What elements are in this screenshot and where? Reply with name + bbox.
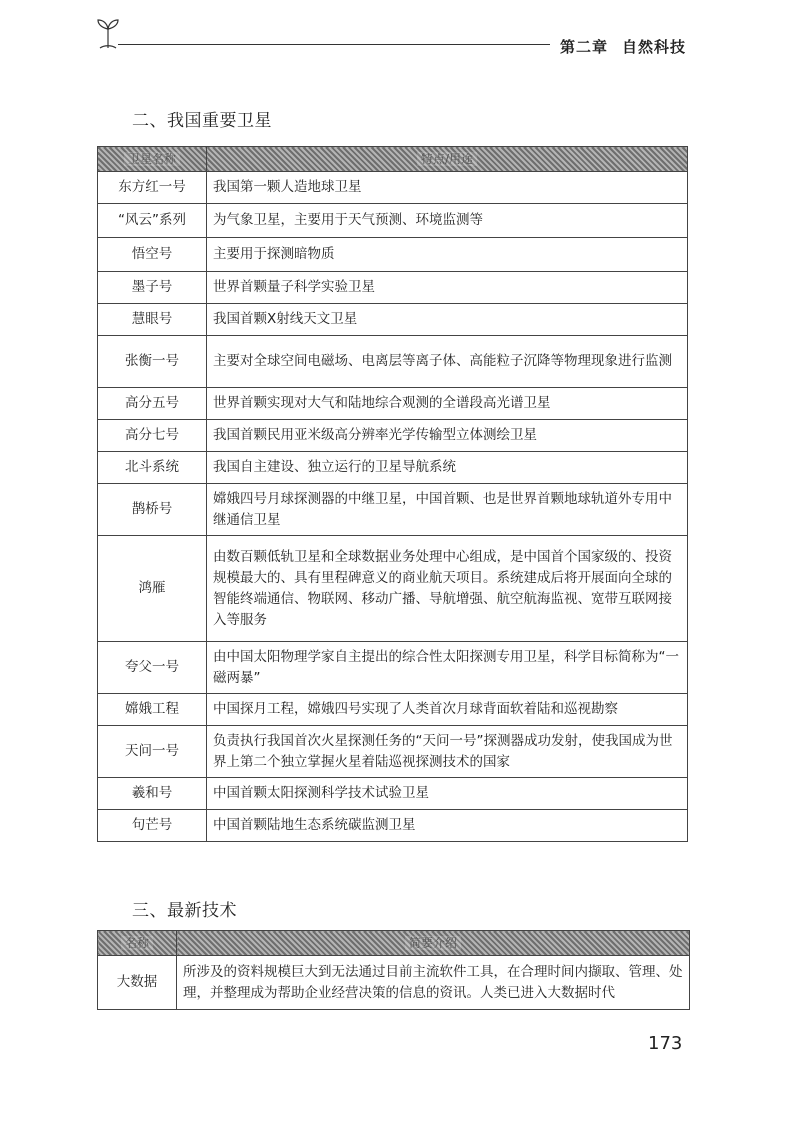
table-row xyxy=(98,420,688,452)
column-header: 简要介绍 xyxy=(177,931,690,956)
row-name: 慧眼号 xyxy=(98,304,207,336)
table-row xyxy=(98,778,688,810)
column-header: 特点/用途 xyxy=(207,147,688,172)
row-name: 高分五号 xyxy=(98,388,207,420)
row-name: 羲和号 xyxy=(98,778,207,810)
table-row xyxy=(98,272,688,304)
row-description: 中国首颗太阳探测科学技术试验卫星 xyxy=(207,778,688,810)
row-name: 嫦娥工程 xyxy=(98,694,207,726)
table-row xyxy=(98,452,688,484)
row-name: 天问一号 xyxy=(98,726,207,778)
column-header: 卫星名称 xyxy=(98,147,207,172)
row-name: “风云”系列 xyxy=(98,204,207,238)
row-name: 北斗系统 xyxy=(98,452,207,484)
chapter-title: 自然科技 xyxy=(622,38,687,56)
row-description: 中国探月工程，嫦娥四号实现了人类首次月球背面软着陆和巡视勘察 xyxy=(207,694,688,726)
table-row xyxy=(98,304,688,336)
satellites-table-body xyxy=(98,172,688,842)
satellites-table xyxy=(97,146,688,842)
chapter-number: 第二章 xyxy=(560,38,609,56)
table-row xyxy=(98,388,688,420)
table-row xyxy=(98,642,688,694)
row-description: 我国第一颗人造地球卫星 xyxy=(207,172,688,204)
technology-table xyxy=(97,930,690,1010)
header-rule xyxy=(118,44,550,45)
page-number: 173 xyxy=(648,1033,683,1054)
table-header-row xyxy=(98,931,690,956)
row-name: 张衡一号 xyxy=(98,336,207,388)
table-row xyxy=(98,956,690,1010)
table-row xyxy=(98,336,688,388)
table-header-row xyxy=(98,147,688,172)
chapter-label xyxy=(560,36,686,57)
table-row xyxy=(98,694,688,726)
row-description: 负责执行我国首次火星探测任务的“天问一号”探测器成功发射，使我国成为世界上第二个独立掌握火星着陆巡视探测技术的国家 xyxy=(207,726,688,778)
row-description: 我国自主建设、独立运行的卫星导航系统 xyxy=(207,452,688,484)
row-description: 由数百颗低轨卫星和全球数据业务处理中心组成，是中国首个国家级的、投资规模最大的、具有里程碑意义的商业航天项目。系统建成后将开展面向全球的智能终端通信、物联网、移动广播、导航增强、航空航海监视、宽带互联网接入等服务 xyxy=(207,536,688,642)
row-description: 由中国太阳物理学家自主提出的综合性太阳探测专用卫星，科学目标简称为“一磁两暴” xyxy=(207,642,688,694)
row-name: 高分七号 xyxy=(98,420,207,452)
row-description: 所涉及的资料规模巨大到无法通过目前主流软件工具，在合理时间内撷取、管理、处理，并整理成为帮助企业经营决策的信息的资讯。人类已进入大数据时代 xyxy=(177,956,690,1010)
row-name: 鸿雁 xyxy=(98,536,207,642)
row-name: 悟空号 xyxy=(98,238,207,272)
table-row xyxy=(98,484,688,536)
row-description: 为气象卫星，主要用于天气预测、环境监测等 xyxy=(207,204,688,238)
row-description: 世界首颗实现对大气和陆地综合观测的全谱段高光谱卫星 xyxy=(207,388,688,420)
page-header xyxy=(0,0,800,70)
row-name: 夸父一号 xyxy=(98,642,207,694)
row-name: 东方红一号 xyxy=(98,172,207,204)
row-description: 我国首颗民用亚米级高分辨率光学传输型立体测绘卫星 xyxy=(207,420,688,452)
table-row xyxy=(98,536,688,642)
row-description: 嫦娥四号月球探测器的中继卫星，中国首颗、也是世界首颗地球轨道外专用中继通信卫星 xyxy=(207,484,688,536)
table-row xyxy=(98,726,688,778)
row-name: 墨子号 xyxy=(98,272,207,304)
column-header: 名称 xyxy=(98,931,177,956)
row-description: 主要对全球空间电磁场、电离层等离子体、高能粒子沉降等物理现象进行监测 xyxy=(207,336,688,388)
table-row xyxy=(98,204,688,238)
row-name: 鹊桥号 xyxy=(98,484,207,536)
row-name: 句芒号 xyxy=(98,810,207,842)
section-heading-satellites: 二、我国重要卫星 xyxy=(132,111,272,131)
table-row xyxy=(98,172,688,204)
section-heading-technology: 三、最新技术 xyxy=(132,901,237,921)
technology-table-body xyxy=(98,956,690,1010)
row-description: 我国首颗X射线天文卫星 xyxy=(207,304,688,336)
table-row xyxy=(98,238,688,272)
row-description: 主要用于探测暗物质 xyxy=(207,238,688,272)
row-name: 大数据 xyxy=(98,956,177,1010)
table-row xyxy=(98,810,688,842)
row-description: 世界首颗量子科学实验卫星 xyxy=(207,272,688,304)
row-description: 中国首颗陆地生态系统碳监测卫星 xyxy=(207,810,688,842)
